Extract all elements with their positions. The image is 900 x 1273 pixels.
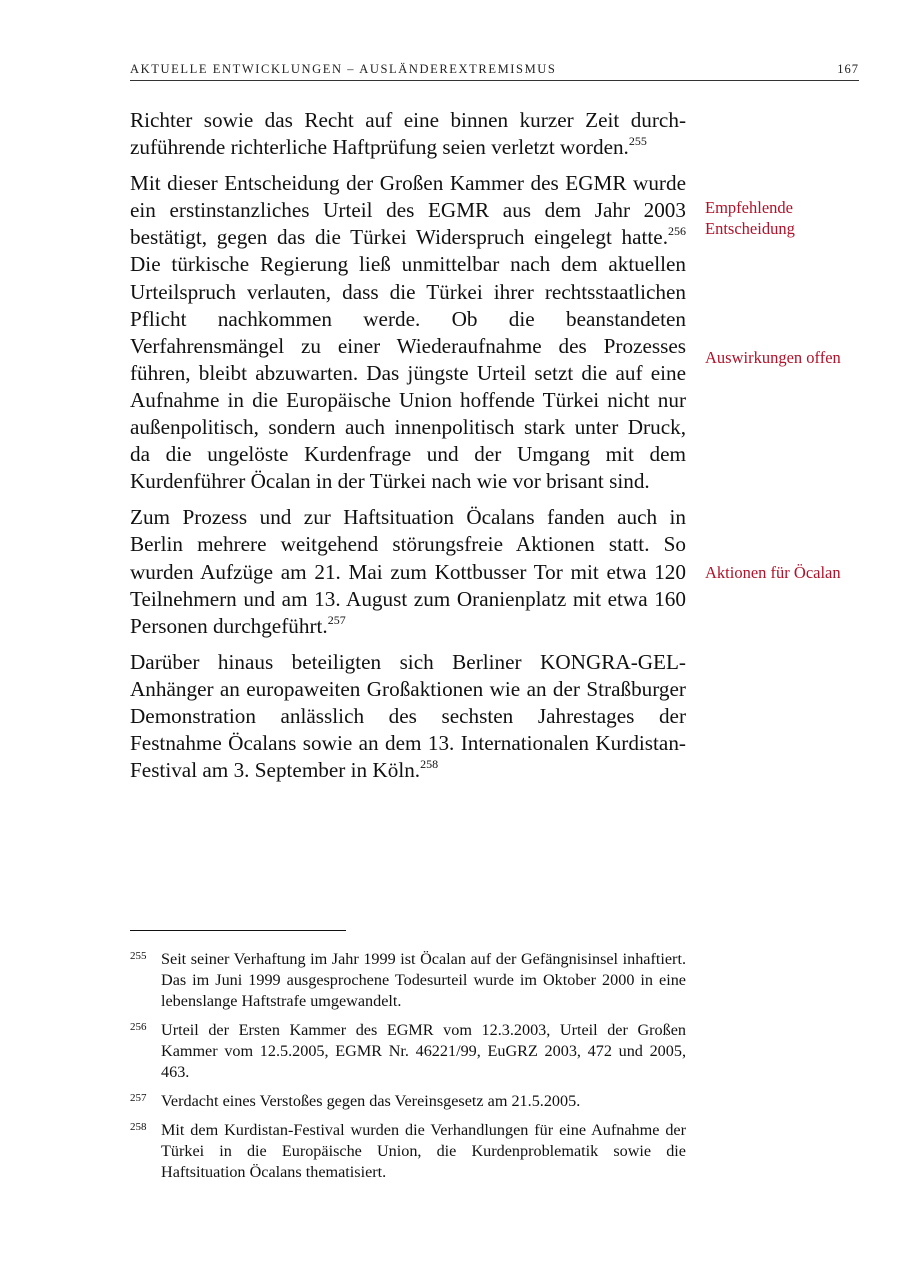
paragraph-2 — [130, 170, 686, 495]
footnote-number: 256 — [130, 1021, 147, 1033]
main-text — [130, 107, 686, 793]
footnote-text: Urteil der Ersten Kammer des EGMR vom 12.3.2003, Urteil der Großen Kammer vom 12.5.2005, EGMR Nr. 46221/99, EuGRZ 2003, 472 und 2005, 463. — [161, 1021, 686, 1081]
paragraph-4 — [130, 649, 686, 784]
margin-note-empfehlende-entscheidung: Empfehlende Entscheidung — [705, 198, 795, 238]
footnote-text: Mit dem Kurdistan-Festival wurden die Verhandlungen für eine Aufnahme der Türkei in die Europäische Union, die Kurdenproblematik sowie die Haftsituation Öcalans thematisiert. — [161, 1121, 686, 1181]
footnote-number: 258 — [130, 1121, 147, 1133]
running-header — [130, 62, 859, 81]
footnote-257 — [130, 1091, 686, 1112]
footnote-text: Verdacht eines Verstoßes gegen das Vereinsgesetz am 21.5.2005. — [161, 1092, 581, 1110]
paragraph-1 — [130, 107, 686, 161]
margin-note-auswirkungen-offen: Auswirkungen offen — [705, 348, 841, 367]
footnote-number: 257 — [130, 1092, 147, 1104]
footnote-256 — [130, 1020, 686, 1083]
footnote-ref-258[interactable]: 258 — [420, 757, 439, 772]
footnote-258 — [130, 1120, 686, 1183]
margin-note-aktionen-fuer-oecalan: Aktionen für Öcalan — [705, 563, 841, 582]
page-number: 167 — [837, 62, 859, 76]
footnote-text: Seit seiner Verhaftung im Jahr 1999 ist Öcalan auf der Gefängnisinsel inhaftiert. Das im Juni 1999 ausgesprochene Todesurteil wurde im Oktober 2000 in eine lebenslange Haftstrafe umgewandelt. — [161, 950, 686, 1010]
footnote-255 — [130, 949, 686, 1012]
paragraph-2-text-b: Die türkische Regierung ließ unmittelbar nach dem aktuellen Urteilspruch verlauten, dass die Türkei ihrer rechtsstaatlichen Pflicht nachkommen werde. Ob die beanstandeten Verfahrensmängel zu einer Wiederaufnahme des Prozesses führen, bleibt abzuwarten. Das jüngste Urteil setzt die auf eine Aufnahme in die Europäische Union hoffende Türkei nicht nur außenpolitisch, sondern auch innenpolitisch stark unter Druck, da die ungelöste Kurdenfrage und der Umgang mit dem Kurdenführer Öcalan in der Türkei nach wie vor brisant sind. — [130, 252, 686, 494]
footnote-ref-255[interactable]: 255 — [628, 134, 647, 149]
paragraph-3 — [130, 504, 686, 639]
paragraph-3-text: Zum Prozess und zur Haftsituation Öcalans fanden auch in Berlin mehrere weitgehend störungsfreie Aktionen statt. So wurden Aufzüge am 21. Mai zum Kottbusser Tor mit etwa 120 Teilnehmern und am 13. August zum Oranienplatz mit etwa 160 Personen durchgeführt. — [130, 505, 686, 638]
footnote-ref-256[interactable]: 256 — [668, 224, 686, 239]
paragraph-4-text: Darüber hinaus beteiligten sich Berliner KONGRA-GEL-Anhänger an europaweiten Großaktionen wie an der Straßburger Demonstration anlässlich des sechsten Jahrestages der Festnahme Öcalans sowie an dem 13. Internationalen Kurdistan-Festival am 3. September in Köln. — [130, 649, 686, 783]
footnote-separator — [130, 930, 346, 931]
running-title: AKTUELLE ENTWICKLUNGEN – AUSLÄNDEREXTREMISMUS — [130, 62, 557, 76]
footnotes — [130, 949, 686, 1191]
paragraph-1-text: Richter sowie das Recht auf eine binnen kurzer Zeit durchzuführende richterliche Haftprüfung seien verletzt worden. — [130, 108, 686, 160]
paragraph-2-text-a: Mit dieser Entscheidung der Großen Kammer des EGMR wurde ein erstinstanzliches Urteil des EGMR aus dem Jahr 2003 bestätigt, gegen das die Türkei Widerspruch eingelegt hatte. — [130, 171, 686, 250]
footnote-number: 255 — [130, 950, 147, 962]
footnote-ref-257[interactable]: 257 — [327, 612, 346, 627]
